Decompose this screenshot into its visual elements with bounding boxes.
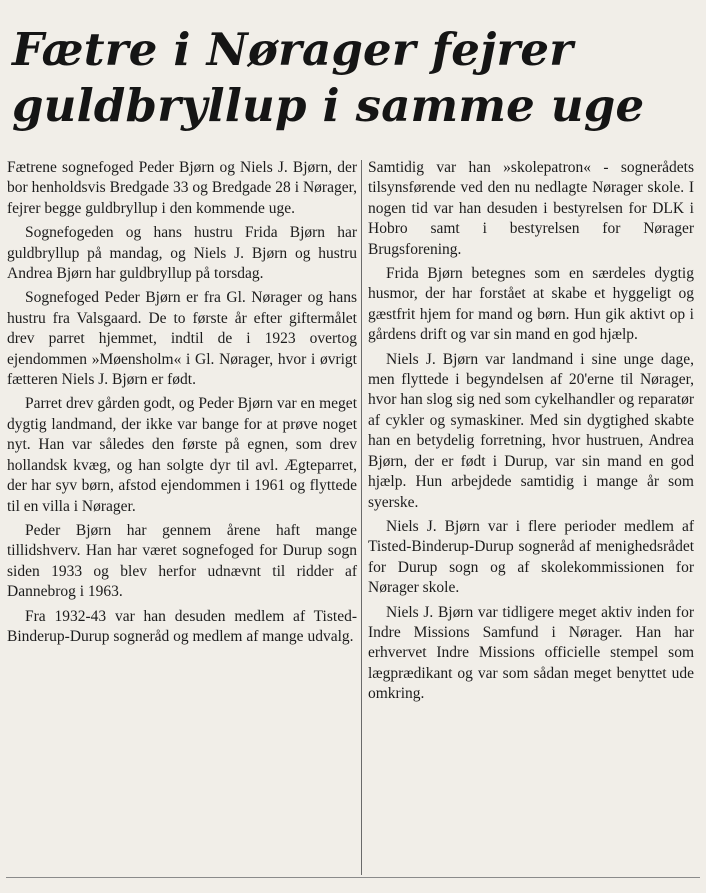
paragraph: Sognefogeden og hans hustru Frida Bjørn har guldbryllup på mandag, og Niels J. Bjørn og hustru Andrea Bjørn har guldbryllup på torsdag.	[7, 224, 357, 283]
right-column	[368, 158, 694, 709]
paragraph: Niels J. Bjørn var i flere perioder medlem af Tisted-Binderup-Durup sogneråd af menighedsrådet for Durup sogn og af skolekommissionen for Nørager skole.	[368, 517, 694, 597]
paragraph: Fætrene sognefoged Peder Bjørn og Niels J. Bjørn, der bor henholdsvis Bredgade 33 og Bredgade 28 i Nørager, fejrer begge guldbryllup i den kommende uge.	[7, 159, 357, 217]
headline	[12, 22, 702, 134]
paragraph: Parret drev gården godt, og Peder Bjørn var en meget dygtig landmand, der ikke var bange for at prøve noget nyt. Han var således den første på egnen, som drev hollandsk kvæg, og han solgte dyr til avl. Ægteparret, der har syv børn, afstod ejendommen i 1961 og flyttede til en villa i Nørager.	[7, 395, 357, 515]
paragraph: Sognefoged Peder Bjørn er fra Gl. Nørager og hans hustru fra Valsgaard. De to første år efter giftermålet drev parret hjemmet, indtil de i 1923 overtog ejendommen »Møensholm« i Gl. Nørager, hvor i øvrigt fætteren Niels J. Bjørn er født.	[7, 289, 357, 389]
column-divider	[361, 160, 362, 875]
headline-line-1: Fætre i Nørager fejrer	[12, 23, 574, 76]
left-column	[7, 158, 357, 651]
paragraph: Niels J. Bjørn var tidligere meget aktiv inden for Indre Missions Samfund i Nørager. Han har erhvervet Indre Missions officielle stempel som lægprædikant og var som sådan meget benyttet ude omkring.	[368, 603, 694, 703]
headline-line-2: guldbryllup i samme uge	[12, 79, 645, 132]
paragraph: Frida Bjørn betegnes som en særdeles dygtig husmor, der har forstået at skabe et hyggeligt og gæstfrit hjem for mand og børn. Hun gik aktivt op i gårdens drift og var sin mand en god hjælp.	[368, 265, 694, 344]
paragraph: Peder Bjørn har gennem årene haft mange tillidshverv. Han har været sognefoged for Durup sogn siden 1933 og blev herfor udnævnt til ridder af Dannebrog i 1963.	[7, 521, 357, 601]
paragraph: Fra 1932-43 var han desuden medlem af Tisted-Binderup-Durup sogneråd og medlem af mange udvalg.	[7, 607, 357, 645]
paragraph: Niels J. Bjørn var landmand i sine unge dage, men flyttede i begyndelsen af 20'erne til Nørager, hvor han slog sig ned som cykelhandler og reparatør af cykler og symaskiner. Med sin dygtighed skabte han en betydelig forretning, hvor hustruen, Andrea Bjørn, der er født i Durup, var sin mand en god hjælp. Hun arbejdede samtidig i mange år som syerske.	[368, 350, 694, 511]
bottom-rule	[6, 877, 700, 878]
paragraph: Samtidig var han »skolepatron« - sognerådets tilsynsførende ved den nu nedlagte Nørager skole. I nogen tid var han desuden i bestyrelsen for DLK i Hobro samt i bestyrelsen for Nørager Brugsforening.	[368, 159, 694, 258]
